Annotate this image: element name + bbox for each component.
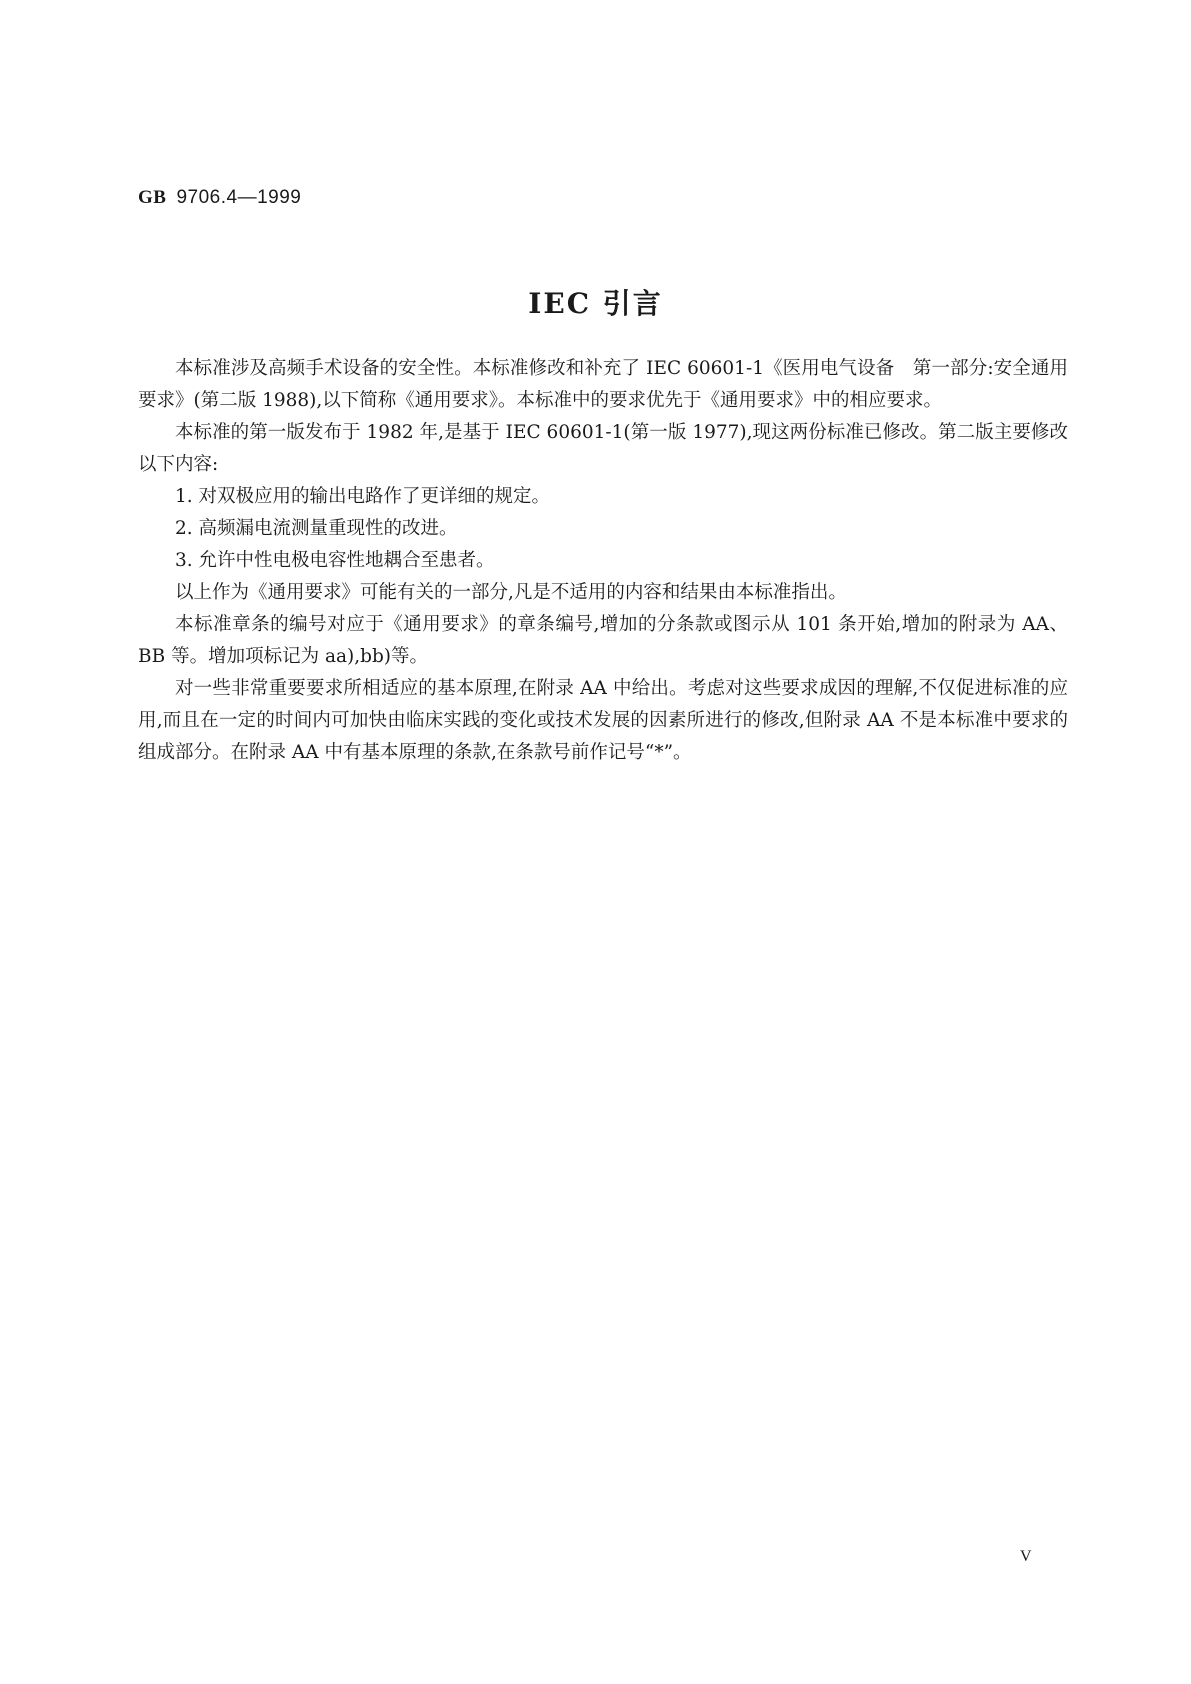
list-item-1: 1. 对双极应用的输出电路作了更详细的规定。 (175, 486, 551, 507)
paragraph-intro: 本标准涉及高频手术设备的安全性。本标准修改和补充了 IEC 60601-1《医用电气设备 第一部分:安全通用要求》(第二版 1988),以下简称《通用要求》。本标准中的要求优先于《通用要求》中的相应要求。 (138, 358, 1068, 411)
page-number: V (1020, 1548, 1032, 1565)
list-item-3: 3. 允许中性电极电容性地耦合至患者。 (175, 550, 495, 571)
paragraph-relevance: 以上作为《通用要求》可能有关的一部分,凡是不适用的内容和结果由本标准指出。 (175, 582, 847, 603)
paragraph-rationale: 对一些非常重要要求所相适应的基本原理,在附录 AA 中给出。考虑对这些要求成因的理解,不仅促进标准的应用,而且在一定的时间内可加快由临床实践的变化或技术发展的因素所进行的修改,但附录 AA 不是本标准中要求的组成部分。在附录 AA 中有基本原理的条款,在条款号前作记号“*”。 (138, 678, 1068, 763)
page-title: IEC 引言 (528, 287, 663, 320)
list-item-2: 2. 高频漏电流测量重现性的改进。 (175, 518, 458, 539)
document-body (138, 353, 1068, 769)
standard-number: 9706.4—1999 (176, 187, 302, 208)
document-header (138, 186, 301, 209)
paragraph-numbering: 本标准章条的编号对应于《通用要求》的章条编号,增加的分条款或图示从 101 条开始,增加的附录为 AA、BB 等。增加项标记为 aa),bb)等。 (138, 614, 1068, 667)
paragraph-first-edition: 本标准的第一版发布于 1982 年,是基于 IEC 60601-1(第一版 1977),现这两份标准已修改。第二版主要修改以下内容: (138, 422, 1068, 475)
standard-prefix: GB (138, 187, 167, 208)
